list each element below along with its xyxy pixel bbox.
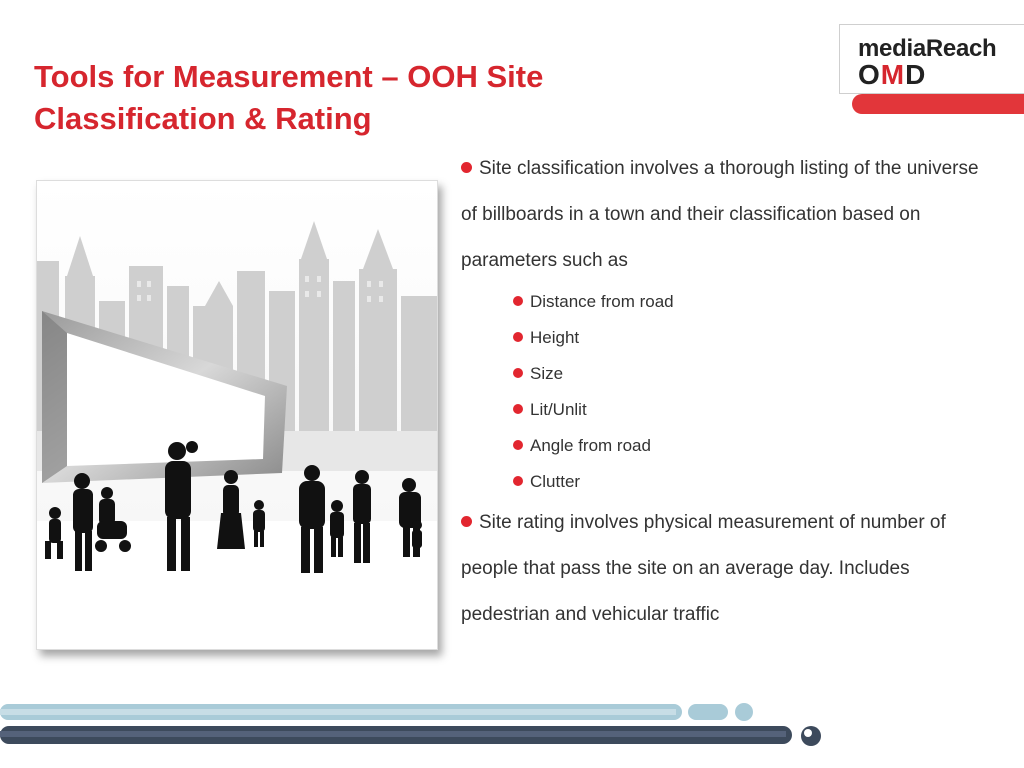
parameter-item: Clutter	[513, 464, 981, 500]
parameter-item: Distance from road	[513, 284, 981, 320]
bullet-site-classification: Site classification involves a thorough listing of the universe of billboards in a town and their classification based on parameters such as	[461, 158, 979, 271]
footer-decoration	[0, 700, 1024, 760]
parameter-item: Size	[513, 356, 981, 392]
bullet-dot-icon	[513, 296, 523, 306]
bullet-dot-icon	[513, 368, 523, 378]
bullet-dot-icon	[461, 162, 472, 173]
parameter-item: Height	[513, 320, 981, 356]
bullet-dot-icon	[513, 440, 523, 450]
logo-text-mediareach: mediaReach	[858, 35, 997, 62]
parameter-list	[513, 284, 981, 500]
logo-text-omd: OMD	[858, 59, 927, 90]
bullet-dot-icon	[513, 476, 523, 486]
bullet-site-rating: Site rating involves physical measurement of number of people that pass the site on an average day. Includes pedestrian and vehicular traffic	[461, 512, 946, 625]
parameter-item: Angle from road	[513, 428, 981, 464]
bullet-dot-icon	[461, 516, 472, 527]
parameter-item: Lit/Unlit	[513, 392, 981, 428]
billboard-illustration	[36, 180, 438, 650]
bullet-dot-icon	[513, 404, 523, 414]
slide-title: Tools for Measurement – OOH Site Classification & Rating	[34, 59, 544, 136]
logo-red-bar	[852, 94, 1024, 114]
slide-content	[461, 146, 981, 638]
bullet-dot-icon	[513, 332, 523, 342]
mediareach-omd-logo	[839, 24, 1024, 94]
